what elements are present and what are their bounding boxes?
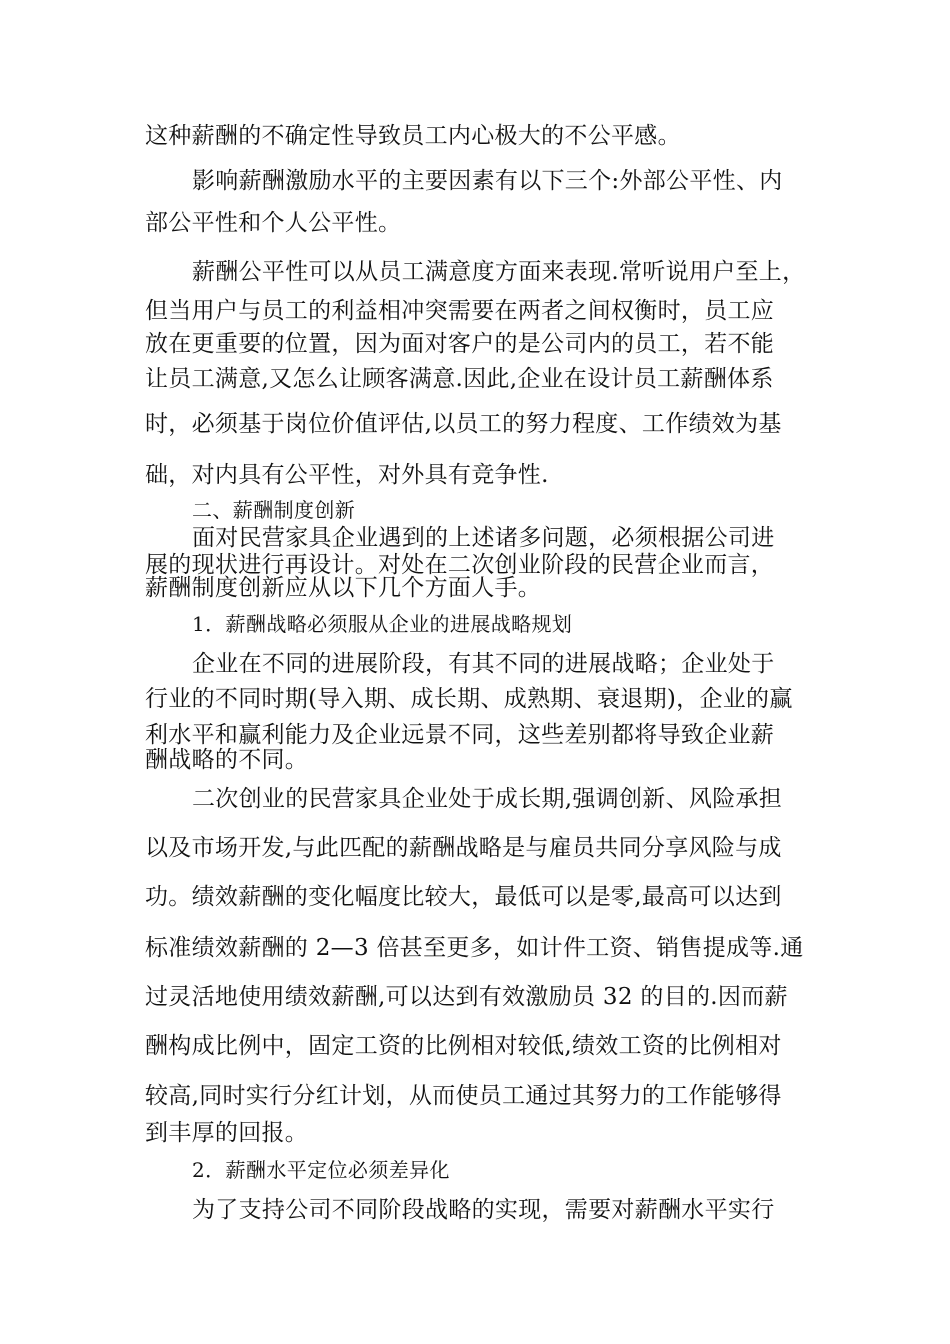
body-text-line: 为了支持公司不同阶段战略的实现，需要对薪酬水平实行 [192,1197,775,1223]
body-text-line: 部公平性和个人公平性。 [145,210,402,236]
body-text-line: 以及市场开发,与此匹配的薪酬战略是与雇员共同分享风险与成 [145,835,782,861]
body-text-line: 薪酬公平性可以从员工满意度方面来表现.常听说用户至上， [192,259,806,285]
body-text-line: 利水平和赢利能力及企业远景不同，这些差别都将导致企业薪 [145,722,775,748]
body-text-line: 标准绩效薪酬的 2—3 倍甚至更多，如计件工资、销售提成等.通 [145,935,804,961]
subsection-heading: 1．薪酬战略必须服从企业的进展战略规划 [192,612,573,636]
body-text-line: 企业在不同的进展阶段，有其不同的进展战略；企业处于 [192,651,775,677]
body-text-line: 过灵活地使用绩效薪酬,可以达到有效激励员 32 的目的.因而薪 [145,984,788,1010]
body-text-line: 让员工满意,又怎么让顾客满意.因此,企业在设计员工薪酬体系 [145,366,774,392]
body-text-line: 放在更重要的位置，因为面对客户的是公司内的员工，若不能 [145,331,775,357]
body-text-line: 功。绩效薪酬的变化幅度比较大，最低可以是零,最高可以达到 [145,884,782,910]
body-text-line: 到丰厚的回报。 [145,1120,309,1146]
subsection-heading: 2．薪酬水平定位必须差异化 [192,1158,450,1182]
body-text-line: 酬战略的不同。 [145,747,309,773]
body-text-line: 行业的不同时期(导入期、成长期、成熟期、衰退期)，企业的赢 [145,686,793,712]
body-text-line: 展的现状进行再设计。对处在二次创业阶段的民营企业而言， [145,552,775,578]
body-text-line: 时，必须基于岗位价值评估,以员工的努力程度、工作绩效为基 [145,411,782,437]
body-text-line: 酬构成比例中，固定工资的比例相对较低,绩效工资的比例相对 [145,1033,782,1059]
body-text-line: 面对民营家具企业遇到的上述诸多问题，必须根据公司进 [192,525,775,551]
body-text-line: 但当用户与员工的利益相冲突需要在两者之间权衡时，员工应 [145,298,775,324]
body-text-line: 础，对内具有公平性，对外具有竞争性. [145,462,549,488]
body-text-line: 这种薪酬的不确定性导致员工内心极大的不公平感。 [145,123,681,149]
section-heading: 二、薪酬制度创新 [192,498,356,522]
body-text-line: 二次创业的民营家具企业处于成长期,强调创新、风险承担 [192,786,783,812]
body-text-line: 较高,同时实行分红计划，从而使员工通过其努力的工作能够得 [145,1083,782,1109]
body-text-line: 影响薪酬激励水平的主要因素有以下三个:外部公平性、内 [192,168,783,194]
body-text-line: 薪酬制度创新应从以下几个方面人手。 [145,575,542,601]
